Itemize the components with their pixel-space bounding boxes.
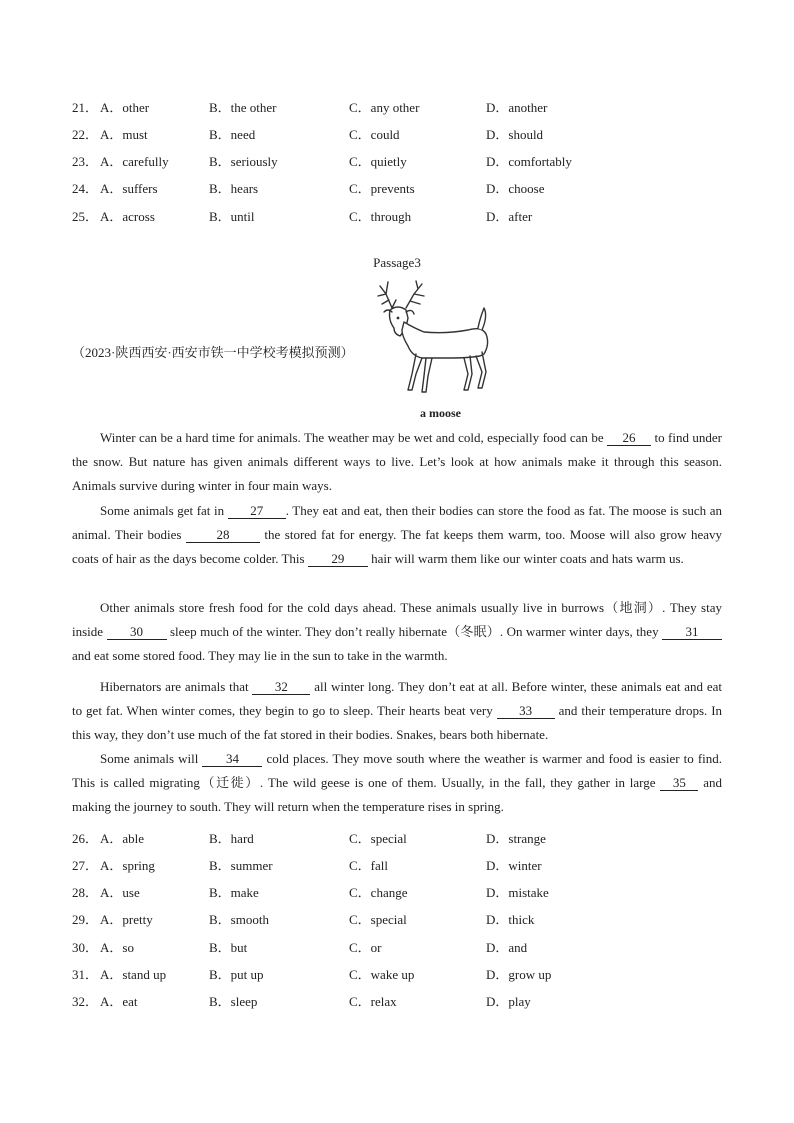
option-d: D．choose: [486, 181, 545, 196]
question-number: 31．: [72, 967, 99, 982]
option-c: C．quietly: [349, 154, 407, 169]
option-b: B．seriously: [209, 154, 278, 169]
option-c: C．or: [349, 940, 382, 955]
option-d: D．winter: [486, 858, 542, 873]
option-d: D．after: [486, 209, 533, 224]
question-number: 22．: [72, 127, 99, 142]
moose-illustration: [372, 278, 504, 410]
question-number: 26．: [72, 831, 99, 846]
question-31: [72, 964, 732, 984]
option-d: D．and: [486, 940, 528, 955]
option-b: B．need: [209, 127, 256, 142]
paragraph-text: Some animals will: [100, 751, 199, 766]
question-number: 32．: [72, 994, 99, 1009]
question-22: [72, 124, 732, 144]
question-number: 28．: [72, 885, 99, 900]
paragraph-text: Some animals get fat in: [100, 503, 225, 518]
question-23: [72, 151, 732, 171]
option-d: D．should: [486, 127, 544, 142]
paragraph-4: [72, 675, 722, 748]
question-number: 29．: [72, 912, 99, 927]
paragraph-text: Other animals store fresh food for the cold days ahead. These animals usually live in burrows（地洞）. They stay inside: [72, 600, 722, 640]
option-d: D．mistake: [486, 885, 549, 900]
blank-30: 30: [107, 625, 167, 640]
blank-29: 29: [308, 552, 368, 567]
question-28: [72, 882, 732, 902]
paragraph-text: sleep much of the winter. They don’t really hibernate（冬眠）. On warmer winter days, they: [169, 624, 659, 640]
option-d: D．comfortably: [486, 154, 572, 169]
blank-33: 33: [497, 704, 555, 719]
blank-35: 35: [660, 776, 698, 791]
option-c: C．prevents: [349, 181, 415, 196]
option-b: B．smooth: [209, 912, 269, 927]
option-a: A．must: [100, 127, 148, 142]
option-b: B．summer: [209, 858, 273, 873]
option-b: B．sleep: [209, 994, 258, 1009]
option-b: B．hears: [209, 181, 259, 196]
paragraph-text: cold places. They move south where the weather is warmer and food is easier to find. This is called migrating（迁徙）. The wild geese is one of them. Usually, in the fall, they gather in large: [72, 751, 723, 791]
paragraph-1: [72, 426, 722, 499]
option-d: D．play: [486, 994, 531, 1009]
option-d: D．thick: [486, 912, 535, 927]
question-number: 25．: [72, 209, 99, 224]
option-c: C．could: [349, 127, 400, 142]
option-c: C．change: [349, 885, 408, 900]
option-d: D．grow up: [486, 967, 552, 982]
option-b: B．until: [209, 209, 255, 224]
option-a: A．eat: [100, 994, 138, 1009]
paragraph-text: hair will warm them like our winter coats and hats warm us.: [371, 551, 684, 567]
option-a: A．carefully: [100, 154, 169, 169]
blank-32: 32: [252, 680, 310, 695]
image-caption: a moose: [420, 406, 461, 420]
option-c: C．wake up: [349, 967, 415, 982]
paragraph-3: [72, 596, 722, 669]
paragraph-text: and making the journey to south. They will return when the temperature rises in spring.: [72, 775, 723, 815]
option-b: B．put up: [209, 967, 264, 982]
option-a: A．able: [100, 831, 145, 846]
question-21: [72, 97, 732, 117]
paragraph-2: [72, 499, 722, 572]
option-a: A．suffers: [100, 181, 158, 196]
paragraph-text: Winter can be a hard time for animals. The weather may be wet and cold, especially food can be: [100, 430, 604, 445]
option-a: A．across: [100, 209, 155, 224]
option-b: B．make: [209, 885, 259, 900]
question-27: [72, 855, 732, 875]
passage-source: （2023·陕西西安·西安市铁一中学校考模拟预测）: [72, 345, 354, 360]
question-32: [72, 991, 732, 1011]
blank-34: 34: [202, 752, 262, 767]
option-a: A．stand up: [100, 967, 167, 982]
question-number: 24．: [72, 181, 99, 196]
blank-28: 28: [186, 528, 260, 543]
paragraph-text: Hibernators are animals that: [100, 679, 249, 694]
option-d: D．another: [486, 100, 548, 115]
question-26: [72, 828, 732, 848]
question-number: 30．: [72, 940, 99, 955]
option-a: A．so: [100, 940, 134, 955]
paragraph-text: to find under the snow. But nature has given animals different ways to live. Let’s look at how animals make it through this season. Animals survive during winter in four main ways.: [72, 430, 722, 494]
question-29: [72, 909, 732, 929]
option-d: D．strange: [486, 831, 546, 846]
paragraph-text: and their temperature drops. In this way, they don’t use much of the fat stored in their bodies. Snakes, bears both hibernate.: [72, 703, 723, 743]
option-c: C．through: [349, 209, 412, 224]
option-c: C．special: [349, 831, 407, 846]
blank-31: 31: [662, 625, 722, 640]
option-a: A．pretty: [100, 912, 153, 927]
question-number: 21．: [72, 100, 99, 115]
question-number: 27．: [72, 858, 99, 873]
paragraph-text: . They eat and eat, then their bodies can store the food as fat. The moose is such an animal. Their bodies: [72, 503, 722, 543]
question-24: [72, 178, 732, 198]
question-30: [72, 937, 732, 957]
paragraph-text: and eat some stored food. They may lie in the sun to take in the warmth.: [72, 648, 448, 664]
option-a: A．use: [100, 885, 140, 900]
option-c: C．special: [349, 912, 407, 927]
blank-27: 27: [228, 504, 286, 519]
passage-title: Passage3: [373, 255, 421, 270]
option-c: C．relax: [349, 994, 397, 1009]
question-25: [72, 206, 732, 226]
option-b: B．the other: [209, 100, 277, 115]
option-b: B．hard: [209, 831, 254, 846]
option-a: A．spring: [100, 858, 155, 873]
paragraph-text: the stored fat for energy. The fat keeps them warm, too. Moose will also grow heavy coats of hair as the days become colder. This: [72, 527, 722, 567]
paragraph-text: all winter long. They don’t eat at all. Before winter, these animals eat and eat to get fat. When winter comes, they begin to go to sleep. Their hearts beat very: [72, 679, 723, 719]
option-c: C．fall: [349, 858, 388, 873]
option-c: C．any other: [349, 100, 420, 115]
blank-26: 26: [607, 431, 651, 446]
option-b: B．but: [209, 940, 248, 955]
option-a: A．other: [100, 100, 150, 115]
paragraph-5: [72, 747, 722, 820]
question-number: 23．: [72, 154, 99, 169]
